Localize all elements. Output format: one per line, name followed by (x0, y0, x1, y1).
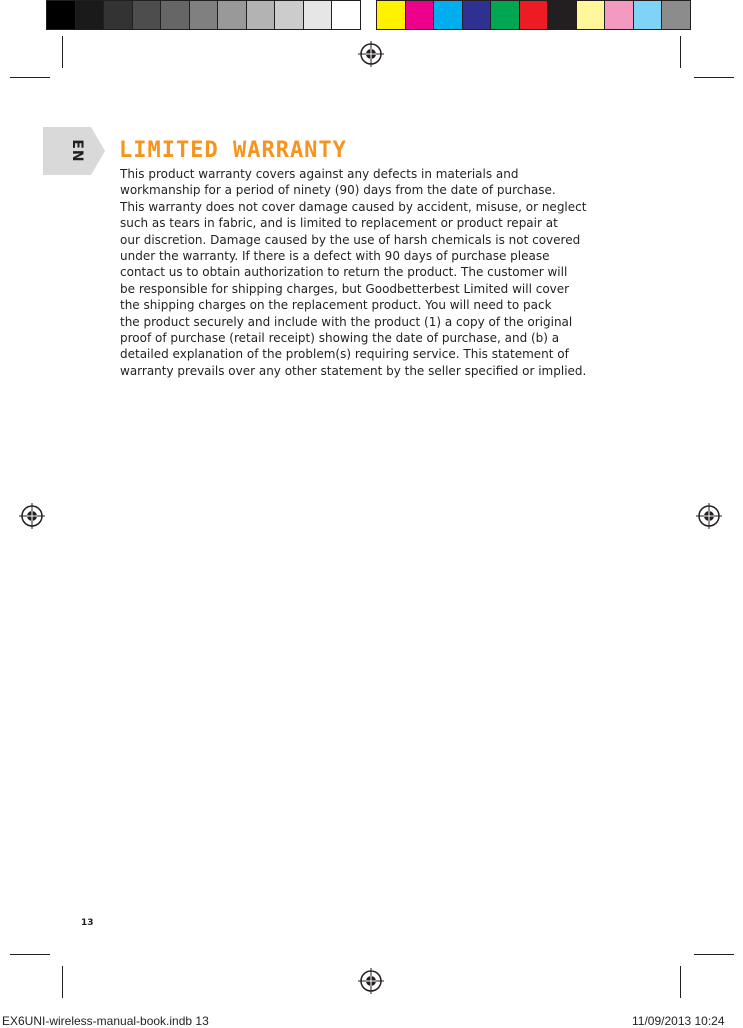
gray-swatch (160, 0, 190, 30)
gray-swatch (132, 0, 162, 30)
slug-file-name: EX6UNI-wireless-manual-book.indb 13 (2, 1014, 209, 1028)
crop-mark-bottom-right-v (680, 966, 681, 998)
gray-swatch (103, 0, 133, 30)
warranty-text-line: workmanship for a period of ninety (90) days from the date of purchase. (120, 183, 556, 198)
color-swatch (547, 0, 577, 30)
warranty-text-line: proof of purchase (retail receipt) showing the date of purchase, and (b) a (120, 331, 560, 346)
warranty-text-line: This product warranty covers against any defects in materials and (120, 167, 519, 181)
gray-swatch (331, 0, 361, 30)
section-heading: LIMITED WARRANTY (119, 138, 347, 163)
registration-mark-left-icon (19, 503, 45, 529)
warranty-text-line: our discretion. Damage caused by the use of harsh chemicals is not covered (120, 232, 581, 247)
color-swatch (519, 0, 549, 30)
color-swatch (604, 0, 634, 30)
gray-swatch (274, 0, 304, 30)
crop-mark-bottom-left-v (62, 966, 63, 998)
color-swatch (490, 0, 520, 30)
language-tab-label: EN (69, 139, 85, 163)
warranty-text-line: contact us to obtain authorization to return the product. The customer will (120, 265, 568, 280)
page-number: 13 (81, 918, 94, 928)
color-swatch (462, 0, 492, 30)
color-swatch (633, 0, 663, 30)
warranty-text-line: This warranty does not cover damage caused by accident, misuse, or neglect (120, 199, 587, 214)
gray-swatch (246, 0, 276, 30)
registration-mark-top-icon (358, 41, 384, 67)
warranty-text-line: warranty prevails over any other statement by the seller specified or implied. (120, 363, 587, 378)
warranty-text (120, 166, 610, 379)
warranty-text-line: the product securely and include with the product (1) a copy of the original (120, 314, 573, 329)
warranty-text-line: the shipping charges on the replacement product. You will need to pack (120, 298, 552, 313)
registration-mark-right-icon (696, 503, 722, 529)
color-swatch (576, 0, 606, 30)
gray-swatch (46, 0, 76, 30)
color-swatch (433, 0, 463, 30)
color-swatch (405, 0, 435, 30)
color-swatch (376, 0, 406, 30)
gray-swatch (217, 0, 247, 30)
registration-mark-bottom-icon (358, 968, 384, 994)
crop-mark-top-left-h (10, 77, 50, 78)
gray-swatch (189, 0, 219, 30)
slug-date: 11/09/2013 10:24 (632, 1014, 725, 1028)
gray-swatch (303, 0, 333, 30)
gray-swatch (75, 0, 105, 30)
warranty-text-line: under the warranty. If there is a defect with 90 days of purchase please (120, 249, 550, 264)
crop-mark-bottom-left-h (10, 954, 50, 955)
crop-mark-top-right-h (694, 77, 734, 78)
warranty-text-line: such as tears in fabric, and is limited to replacement or product repair at (120, 216, 558, 231)
crop-mark-bottom-right-h (694, 954, 734, 955)
crop-mark-top-right-v (680, 36, 681, 68)
warranty-text-line: be responsible for shipping charges, but Goodbetterbest Limited will cover (120, 281, 570, 296)
crop-mark-top-left-v (62, 36, 63, 68)
warranty-text-line: detailed explanation of the problem(s) requiring service. This statement of (120, 347, 569, 362)
color-swatch (661, 0, 691, 30)
